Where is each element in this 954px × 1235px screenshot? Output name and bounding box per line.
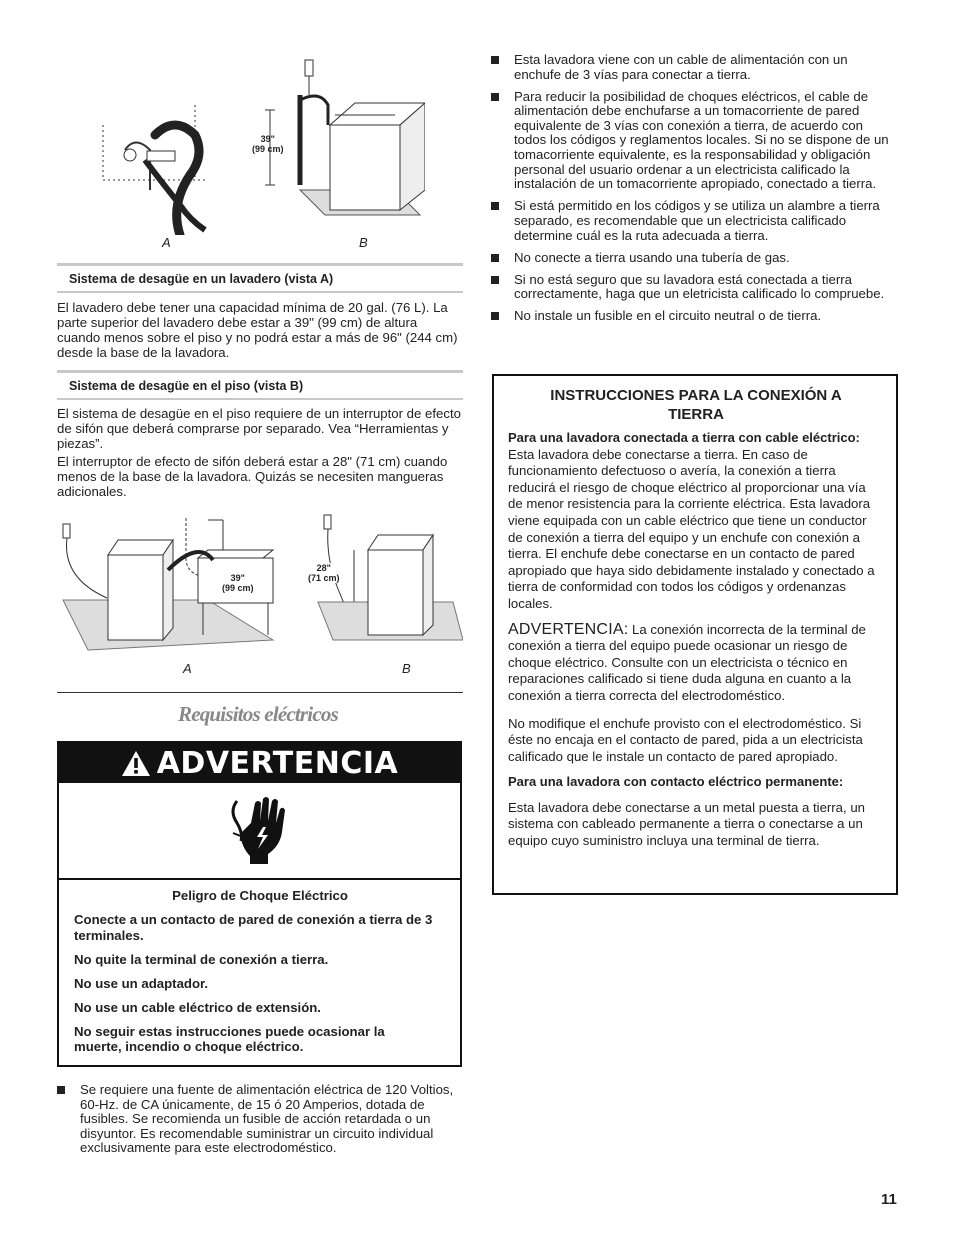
bullet-square-icon [491,93,499,101]
electrical-warning-box [57,741,462,1067]
warning-banner [59,743,460,783]
top-dimension-label [252,134,284,154]
bullet-text: No instale un fusible en el circuito neutral o de tierra. [514,308,822,324]
electric-shock-hand-icon [229,793,299,868]
bullet-text: No conecte a tierra usando una tubería de gas. [514,249,790,265]
top-dimension-sub: (99 cm) [252,144,284,154]
bullet-text: Para reducir la posibilidad de choques eléctricos, el cable de alimentación debe enchufarse a un tomacorriente de pared equivalente de 3 vías con conexión a tierra, de acuerdo con todos los códigos y reglamentos locales. Si no se dispone de un tomacorriente equivalente, es la responsabilidad y obligación personal del usuario ordenar a un electricista calificado la instalación de un tomacorriente apropiado, conectado a tierra. [514,88,889,192]
bottom-dimension-b-sub: (71 cm) [308,573,340,583]
list-item [491,90,898,192]
cord-grounded-subheading-text: Para una lavadora conectada a tierra con cable eléctrico: [508,430,860,445]
bottom-dimension-b-value: 28" [316,563,331,573]
list-item [57,1083,463,1156]
warning-line-4: No use un cable eléctrico de extensión. [74,999,321,1015]
grounding-warning-label: ADVERTENCIA: [508,620,629,638]
top-figure-label-b: B [359,235,368,250]
bullet-square-icon [491,202,499,210]
bullet-square-icon [491,312,499,320]
list-item [491,199,898,243]
bottom-dimension-a [222,573,254,593]
section-heading-floor-drain: Sistema de desagüe en el piso (vista B) [57,370,463,400]
floor-drain-paragraph-1: El sistema de desagüe en el piso requiere de un interruptor de efecto de sifón que deberá comprarse por separado. Vea “Herramientas y piezas”. [57,406,461,451]
permanent-connection-subheading [508,774,884,791]
top-figure-label-a: A [162,235,171,250]
standpipe-drawing [265,60,425,215]
permanent-connection-paragraph: Esta lavadora debe conectarse a un metal puesta a tierra, un sistema con cableado permanente a tierra o conectarse a un equipo cuyo suministro incluya una terminal de tierra. [508,799,866,849]
laundry-tub-drawing [103,105,205,235]
grounding-warning-paragraph [508,622,884,705]
warning-line-1: Conecte a un contacto de pared de conexión a tierra de 3 terminales. [74,912,433,943]
warning-text-block [59,880,460,1055]
bullet-square-icon [57,1086,65,1094]
grounding-warning-text: La conexión incorrecta de la terminal de conexión a tierra del equipo puede ocasionar un riesgo de choque eléctrico. Consulte con un electricista o técnico en reparaciones calificado si tiene duda alguna en cuanto a la conexión a tierra correcta del electrodoméstico. [508,621,866,703]
permanent-connection-subheading-text: Para una lavadora con contacto eléctrico permanente: [508,774,844,790]
warning-icon-area [59,783,460,880]
bottom-drain-illustration [58,510,463,658]
top-dimension-value: 39" [260,134,275,144]
bullet-square-icon [491,276,499,284]
section-divider [57,692,463,693]
grounding-instructions-box [492,374,898,895]
bullet-text: Se requiere una fuente de alimentación eléctrica de 120 Voltios, 60-Hz. de CA únicamente, de 15 ó 20 Amperios, dotada de fusibles. Se recomienda un fusible de acción retardada o un disyuntor. Es recomendable suministrar un circuito individual exclusivamente para este electrodoméstico. [80,1082,454,1156]
warning-banner-text: ADVERTENCIA [156,745,399,781]
warning-hazard-title: Peligro de Choque Eléctrico [172,888,348,903]
bottom-dimension-a-value: 39" [230,573,245,583]
warning-triangle-icon [121,750,151,777]
bottom-figure-label-b: B [402,661,411,676]
bullet-text: Esta lavadora viene con un cable de alimentación con un enchufe de 3 vías para conectar a tierra. [514,52,848,82]
list-item [491,53,898,82]
warning-line-3: No use un adaptador. [74,975,209,991]
laundry-tub-paragraph: El lavadero debe tener una capacidad mínima de 20 gal. (76 L). La parte superior del lavadero debe estar a 39" (99 cm) de altura cuando menos sobre el piso y no podrá estar a más de 96" (244 cm) desde la base de la lavadora. [57,300,458,360]
right-bullet-list [491,53,898,332]
plug-modification-paragraph: No modifique el enchufe provisto con el electrodoméstico. Si éste no encaja en el contacto de pared, pida a un electricista calificado que le instale un contacto de pared apropiado. [508,715,863,764]
warning-line-2: No quite la terminal de conexión a tierra. [74,951,329,967]
floor-drain-paragraph-2: El interruptor de efecto de sifón deberá estar a 28" (71 cm) cuando menos de la base de la lavadora. Quizás se necesiten mangueras adicionales. [57,454,448,499]
bullet-square-icon [491,254,499,262]
list-item [491,273,898,302]
electrical-requirements-title: Requisitos eléctricos [178,702,338,726]
bullet-square-icon [491,56,499,64]
section-heading-laundry-tub: Sistema de desagüe en un lavadero (vista A) [57,263,463,293]
cord-grounded-subheading [508,430,884,447]
bottom-dimension-b [308,563,340,583]
list-item [491,251,898,266]
bullet-text: Si está permitido en los códigos y se utiliza un alambre a tierra separado, es recomendable que un electricista calificado determine cuál es la ruta adecuada a tierra. [514,198,880,243]
page-number: 11 [881,1191,897,1208]
bottom-figure-label-a: A [183,661,192,676]
bullet-text: Si no está seguro que su lavadora está conectada a tierra correctamente, haga que un eletricista calificado lo compruebe. [514,271,885,302]
bottom-dimension-a-sub: (99 cm) [222,583,254,593]
list-item [491,309,898,324]
cord-grounded-paragraph: Esta lavadora debe conectarse a tierra. En caso de funcionamiento defectuoso o avería, la conexión a tierra reducirá el riesgo de choque eléctrico al proporcionar una vía de menor resistencia para la corriente eléctrica. Esta lavadora viene equipada con un cable eléctrico que tiene un conductor de conexión a tierra del equipo y un enchufe con conexión a tierra. El enchufe debe conectarse en un contacto de pared apropiado que haya sido debidamente instalado y conectado a tierra de conformidad con todos los códigos y ordenanzas locales. [508,446,875,611]
warning-line-5: No seguir estas instrucciones puede ocasionar la muerte, incendio o choque eléctrico. [74,1023,385,1054]
left-bullet-list [57,1083,463,1163]
grounding-instructions-title: INSTRUCCIONES PARA LA CONEXIÓN A TIERRA [550,387,842,423]
